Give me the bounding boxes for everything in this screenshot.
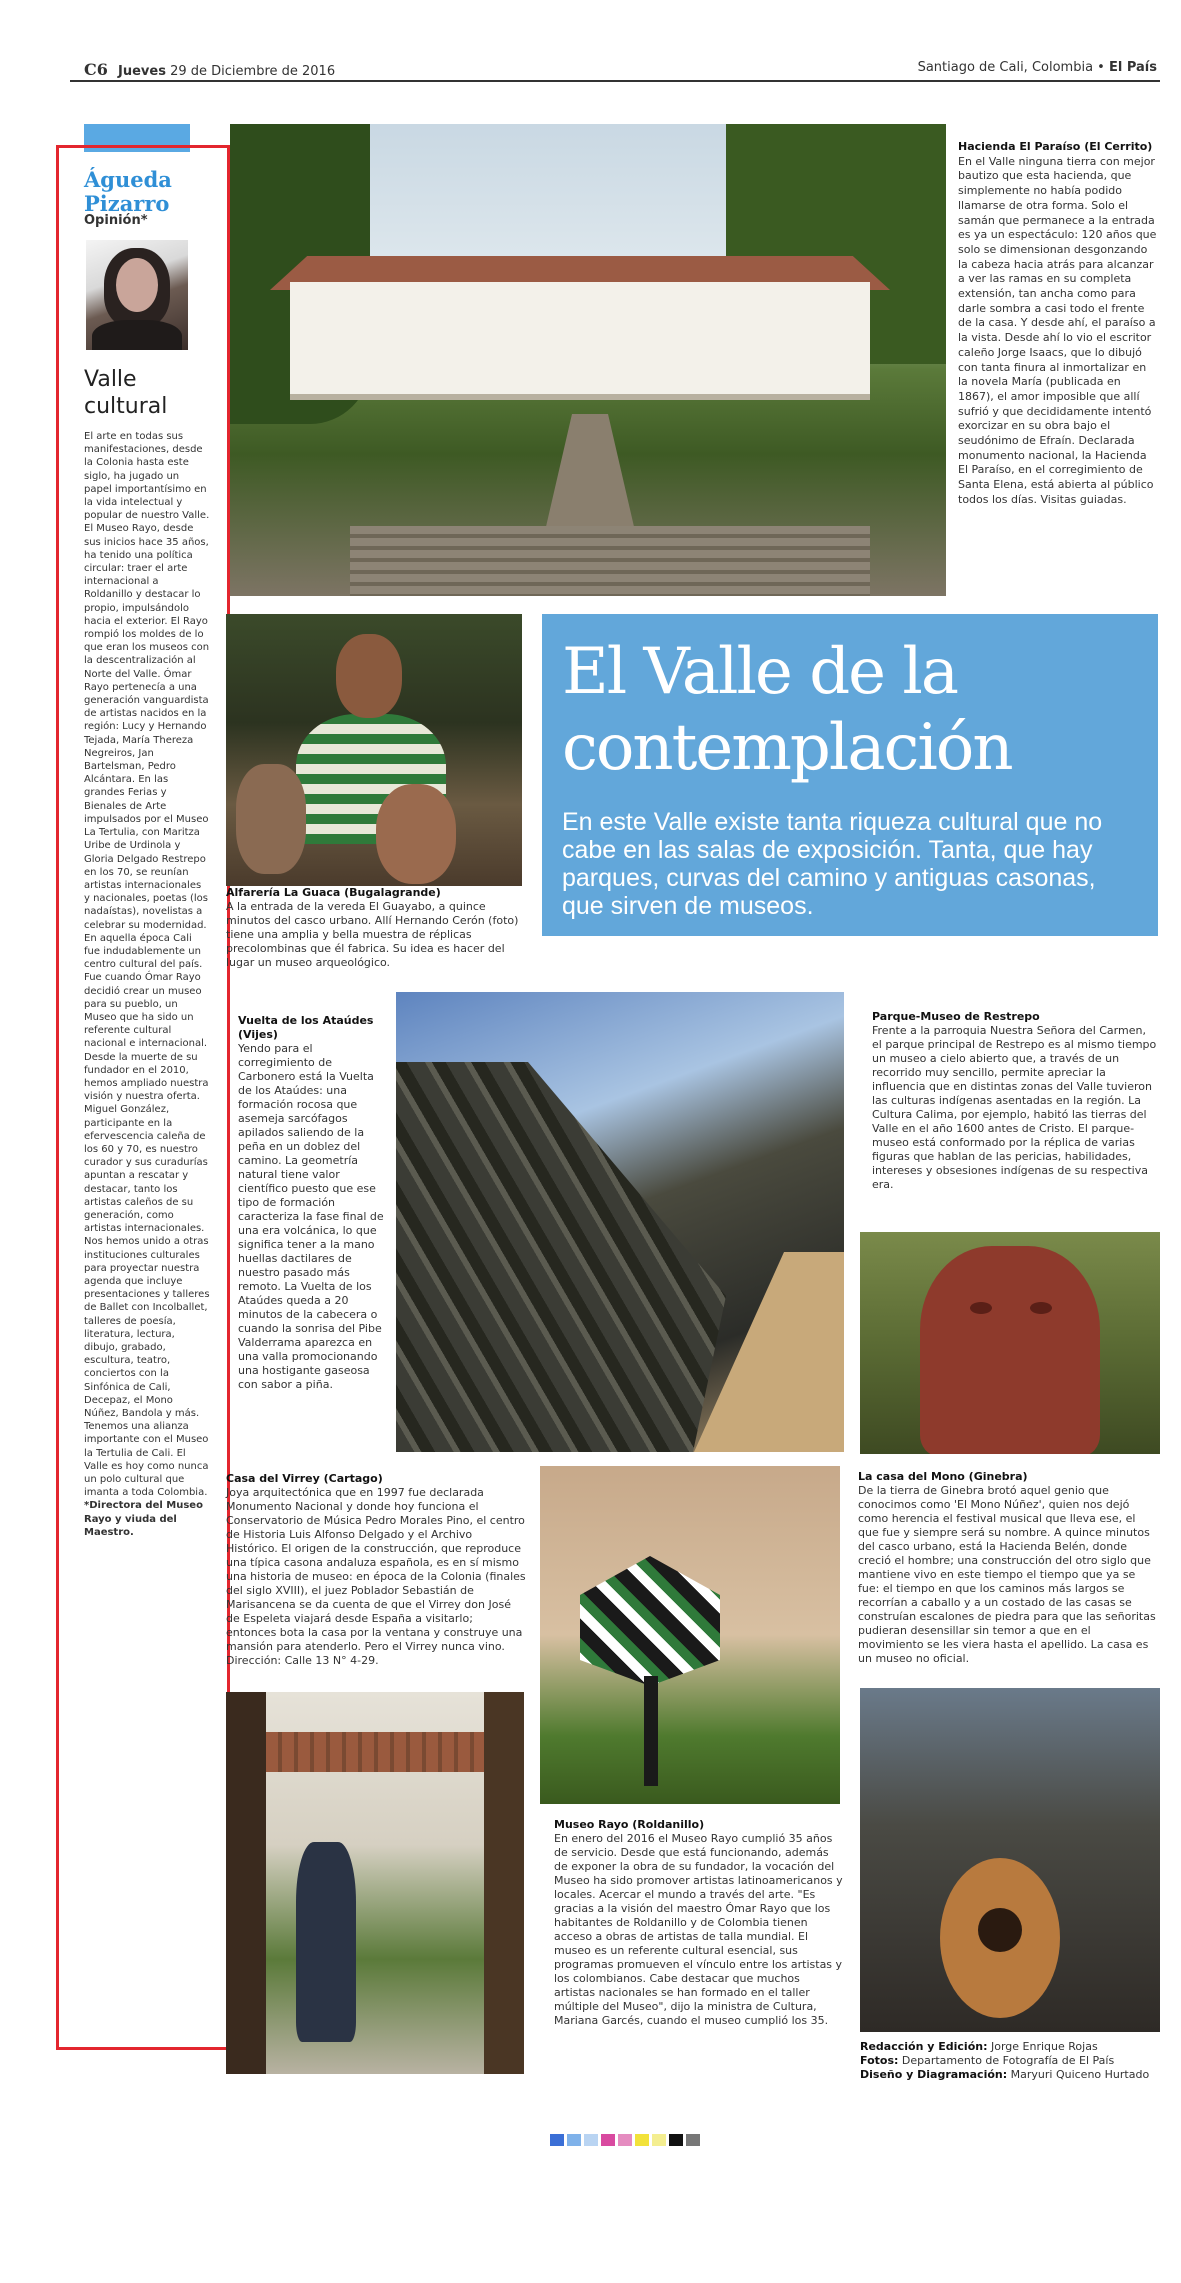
photo-parque-museo-restrepo: [860, 1232, 1160, 1454]
column-paragraph: El Museo Rayo, desde sus inicios hace 35 años, ha tenido una política circular: traer el arte internacional a Roldanillo y destacar lo propio, impulsándolo hacia el exterior. El Rayo rompió los moldes de lo que eran los museos con la descentralización al Norte del Valle. Ómar Rayo pertenecía a una generación vanguardista de artistas nacidos en la región: Lucy y Hernando Tejada, María Thereza Negreiros, Jan Bartelsman, Pedro Alcántara. En las grandes Ferias y Bienales de Arte impulsados por el Museo La Tertulia, con Maritza Uribe de Urdinola y Gloria Delgado Restrepo en los 70, se reunían artistas internacionales y nacionales, poetas (los nadaístas), novelistas a celebrar su modernidad. En aquella época Cali fue indudablemente un centro cultural del país. Fue cuando Ómar Rayo decidió crear un museo para su pueblo, un Museo que ha sido un referente cultural nacional e internacional.: [84, 523, 210, 1050]
column-author: Águeda Pizarro: [84, 167, 172, 216]
column-paragraph: El arte en todas sus manifestaciones, desde la Colonia hasta este siglo, ha jugado un papel importantísimo en la vida intelectual y popular de nuestro Valle.: [84, 431, 210, 522]
header-day: Jueves: [118, 64, 166, 79]
caption-title: Casa del Virrey (Cartago): [226, 1472, 383, 1485]
caption-text: En el Valle ninguna tierra con mejor bautizo que esta hacienda, que simplemente no había podido llamarse de otra forma. Solo el samán que permanece a la entrada es ya un espectáculo: 120 años que solo se dimensionan desgonzando la cabeza hacia atrás para alcanzar a ver las ramas en su completa extensión, tan ancha como para darle sombra a casi todo el frente de la casa. Y desde ahí, el paraíso a la vista. Desde ahí lo vio el escritor caleño Jorge Isaacs, que lo dibujó con tanta finura al inmortalizar en la novela María (publicada en 1867), el amor imposible que allí sufrió y que decididamente intentó exorcizar en su obra bajo el seudónimo de Efraín. Declarada monumento nacional, la Hacienda El Paraíso, en el corregimiento de Santa Elena, está abierta al público todos los días. Visitas guiadas.: [958, 154, 1157, 506]
caption-text: A la entrada de la vereda El Guayabo, a quince minutos del casco urbano. Allí Hernando Cerón (foto) tiene una amplia y bella muestra de réplicas precolombinas que él fabrica. Su idea es hacer del lugar un museo arqueológico.: [226, 900, 519, 969]
credit-edition: Redacción y Edición: Jorge Enrique Rojas: [860, 2040, 1098, 2053]
column-paragraph: Desde la muerte de su fundador en el 2010, hemos ampliado nuestra visión y nuestra oferta. Miguel González, participante en la efervescencia caleña de los 60 y 70, es nuestro curador y sus curadurías apuntan a rescatar y destacar, tanto los artistas caleños de su generación, como artistas internacionales. Nos hemos unido a otras instituciones culturales para proyectar nuestra agenda que incluye presentaciones y talleres de Ballet con Incolballet, talleres de poesía, literatura, lectura, dibujo, grabado, escultura, teatro, conciertos con la Sinfónica de Cali, Decepaz, el Mono Núñez, Bandola y más. Tenemos una alianza importante con el Museo la Tertulia de Cali. El Valle es hoy como nunca un polo cultural que imanta a toda Colombia.: [84, 1051, 210, 1499]
color-swatch: [686, 2134, 700, 2146]
photo-hacienda-el-paraiso: [230, 124, 946, 596]
caption-text: En enero del 2016 el Museo Rayo cumplió 35 años de servicio. Desde que está funcionando, además de exponer la obra de su fundador, la vocación del Museo ha sido promover artistas latinoamericanos y locales. Acercar el mundo a través del arte. "Es gracias a la visión del maestro Ómar Rayo que los habitantes de Roldanillo y de Colombia tienen acceso a obras de artistas de talla mundial. El museo es un referente cultural esencial, sus programas promueven el vínculo entre los artistas y los colombianos. Cabe destacar que muchos artistas nacionales se han formado en el taller múltiple del Museo", dijo la ministra de Cultura, Mariana Garcés, cuando el museo cumplió los 35.: [554, 1832, 843, 2027]
photo-alfareria-la-guaca: [226, 614, 522, 886]
headline-title: El Valle de la contemplación: [562, 635, 1012, 785]
caption-restrepo: [872, 1010, 1158, 1192]
author-photo: [86, 240, 188, 350]
header-rule: [70, 80, 1160, 82]
caption-title: La casa del Mono (Ginebra): [858, 1470, 1028, 1483]
headline-deck: En este Valle existe tanta riqueza cultural que no cabe en las salas de exposición. Tanta, que hay parques, curvas del camino y antiguas casonas, que sirven de museos.: [562, 808, 1103, 920]
color-swatch: [652, 2134, 666, 2146]
color-swatch: [635, 2134, 649, 2146]
header-date: 29 de Diciembre de 2016: [170, 64, 336, 79]
caption-mono: [858, 1470, 1158, 1666]
caption-guaca: [226, 886, 522, 970]
credit-photos: Fotos: Departamento de Fotografía de El País: [860, 2054, 1115, 2067]
caption-title: Hacienda El Paraíso (El Cerrito): [958, 140, 1153, 153]
newspaper-name: El País: [1108, 60, 1157, 75]
page-number: C6: [84, 60, 108, 79]
photo-vuelta-de-los-ataudes: [396, 992, 844, 1452]
photo-casa-del-virrey: [226, 1692, 524, 2074]
caption-title: Alfarería La Guaca (Bugalagrande): [226, 886, 441, 899]
color-swatch: [567, 2134, 581, 2146]
caption-text: De la tierra de Ginebra brotó aquel genio que conocimos como 'El Mono Núñez', quien nos dejó como herencia el festival musical que lleva ese, el que fue y siempre será su nombre. A quince minutos del casco urbano, está la Hacienda Belén, donde creció el hombre; una construcción del otro siglo que mantiene vivo en este tiempo el tiempo que ya se fue: el tiempo en que los caminos más largos se recorrían a caballo y a un costado de las casas se construían escalones de piedra para que las señoritas pudieran desensillar sin temor a que en el movimiento se les viera hasta el apellido. La casa es un museo no oficial.: [858, 1484, 1156, 1665]
page-header-left: [84, 60, 335, 79]
color-swatch: [669, 2134, 683, 2146]
header-place: Santiago de Cali, Colombia •: [917, 60, 1105, 75]
caption-virrey: [226, 1472, 526, 1668]
credits: [860, 2040, 1160, 2082]
caption-text: Yendo para el corregimiento de Carbonero está la Vuelta de los Ataúdes: una formación rocosa que asemeja sarcófagos apilados saliendo de la peña en un doblez del camino. La geometría natural tiene valor científico puesto que ese tipo de formación caracteriza la fase final de una era volcánica, lo que significa tener a la mano huellas dactilares de nuestro pasado más remoto. La Vuelta de los Ataúdes queda a 20 minutos de la cabecera o cuando la sonrisa del Pibe Valderrama aparezca en una valla promocionando una hostigante gaseosa con sabor a piña.: [238, 1042, 384, 1391]
column-title: Valle cultural: [84, 367, 168, 419]
caption-title: Parque-Museo de Restrepo: [872, 1010, 1040, 1023]
printer-color-bar: [550, 2134, 700, 2146]
caption-rayo: [554, 1818, 844, 2028]
caption-title: Vuelta de los Ataúdes (Vijes): [238, 1014, 374, 1041]
headline-box: [542, 614, 1158, 936]
caption-text: Frente a la parroquia Nuestra Señora del Carmen, el parque principal de Restrepo es al mismo tiempo un museo a cielo abierto que, a través de un recorrido muy sencillo, permite apreciar la influencia que en distintas zonas del Valle tuvieron las culturas indígenas asentadas en la región. La Cultura Calima, por ejemplo, habitó las tierras del Valle en el año 1600 antes de Cristo. El parque-museo está conformado por la réplica de varias figuras que hablan de las pericias, habilidades, intereses y obsesiones indígenas de su respectiva era.: [872, 1024, 1157, 1191]
caption-hacienda: [958, 140, 1158, 508]
photo-casa-del-mono: [860, 1688, 1160, 2032]
column-signature: *Directora del Museo Rayo y viuda del Maestro.: [84, 1500, 203, 1538]
caption-ataudes: [238, 1014, 386, 1392]
photo-museo-rayo: [540, 1466, 840, 1804]
color-swatch: [550, 2134, 564, 2146]
column-body: [84, 430, 210, 1539]
color-swatch: [618, 2134, 632, 2146]
page-header-right: [918, 60, 1157, 75]
credit-design: Diseño y Diagramación: Maryuri Quiceno Hurtado: [860, 2068, 1150, 2081]
color-swatch: [584, 2134, 598, 2146]
caption-title: Museo Rayo (Roldanillo): [554, 1818, 705, 1831]
color-swatch: [601, 2134, 615, 2146]
caption-text: Joya arquitectónica que en 1997 fue declarada Monumento Nacional y donde hoy funciona el Conservatorio de Música Pedro Morales Pino, el centro de Historia Luis Alfonso Delgado y el Archivo Histórico. El origen de la construcción, que reproduce una típica casona andaluza española, es en sí mismo una historia de museo: en época de la Colonia (finales del siglo XVIII), el juez Poblador Sebastián de Marisancena se da cuenta de que el Virrey don José de Espeleta viajará desde España a visitarlo; entonces bota la casa por la ventana y construye una mansión para atenderlo. Pero el Virrey nunca vino. Dirección: Calle 13 N° 4-29.: [226, 1486, 526, 1667]
column-section-label: Opinión*: [84, 213, 148, 228]
